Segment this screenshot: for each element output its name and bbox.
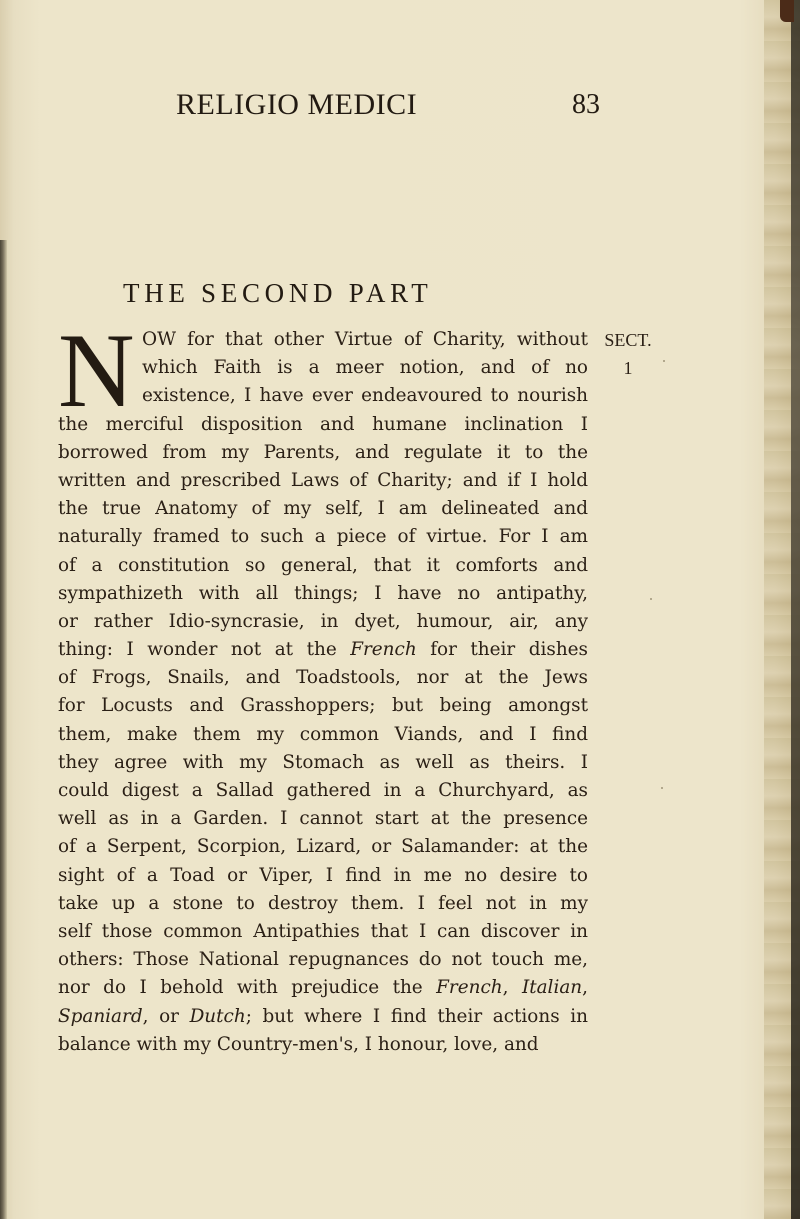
page-left-binding-shadow — [0, 240, 7, 1219]
section-label: SECT. — [604, 330, 652, 350]
text-line — [58, 749, 588, 777]
text-line — [58, 382, 588, 410]
text-line — [58, 467, 588, 495]
text-line — [58, 890, 588, 918]
text-line — [58, 833, 588, 861]
italic-text: Spaniard — [58, 1005, 143, 1027]
text-segment: ; but where I find their actions in — [245, 1005, 588, 1027]
text-segment: of a constitution so general, that it comforts and — [58, 554, 588, 576]
text-line — [58, 721, 588, 749]
italic-text: French — [350, 639, 417, 661]
section-number: 1 — [623, 358, 633, 379]
text-line — [58, 692, 588, 720]
text-segment: existence, I have ever endeavoured to nourish — [142, 385, 588, 407]
text-segment: or rather Idio-syncrasie, in dyet, humour, air, any — [58, 610, 588, 632]
text-line — [58, 974, 588, 1002]
text-segment: sympathizeth with all things; I have no antipathy, — [58, 582, 588, 604]
text-line — [58, 608, 588, 636]
text-line — [58, 862, 588, 890]
text-segment: for Locusts and Grasshoppers; but being amongst — [58, 695, 588, 717]
body-paragraph — [58, 312, 588, 1059]
text-segment: them, make them my common Viands, and I find — [58, 723, 588, 745]
text-line — [58, 777, 588, 805]
text-line — [58, 805, 588, 833]
text-segment: borrowed from my Parents, and regulate it to the — [58, 441, 588, 463]
text-segment: balance with my Country-men's, I honour, love, and — [58, 1033, 539, 1055]
text-segment: of Frogs, Snails, and Toadstools, nor at the Jews — [58, 667, 588, 689]
text-segment: , — [582, 977, 588, 999]
text-segment: for their dishes — [416, 639, 588, 661]
text-line — [58, 636, 588, 664]
text-segment: of a Serpent, Scorpion, Lizard, or Salamander: at the — [58, 836, 588, 858]
part-heading: THE SECOND PART — [123, 278, 433, 308]
italic-text: French — [436, 977, 503, 999]
text-line — [58, 946, 588, 974]
running-head-title: RELIGIO MEDICI — [176, 88, 418, 121]
text-line — [58, 918, 588, 946]
section-margin-note — [598, 326, 658, 382]
text-segment: could digest a Sallad gathered in a Churchyard, as — [58, 780, 588, 801]
text-line — [58, 664, 588, 692]
text-segment: sight of a Toad or Viper, I find in me no desire to — [58, 864, 588, 886]
page-number: 83 — [572, 89, 600, 120]
paper-speck — [663, 360, 665, 362]
text-segment: nor do I behold with prejudice the — [58, 977, 437, 999]
text-line — [58, 552, 588, 580]
italic-text: Italian — [521, 977, 583, 999]
text-line — [58, 411, 588, 439]
text-segment: written and prescribed Laws of Charity; and if I hold — [58, 469, 588, 491]
text-segment: the merciful disposition and humane inclination I — [58, 413, 588, 435]
text-line — [58, 354, 588, 382]
text-segment: , — [502, 977, 522, 999]
text-line — [58, 439, 588, 467]
paper-speck — [661, 787, 663, 789]
text-segment: which Faith is a meer notion, and of no — [142, 357, 588, 379]
text-segment: OW for that other Virtue of Charity, without — [142, 329, 588, 350]
italic-text: Dutch — [189, 1005, 246, 1027]
text-line — [58, 326, 588, 354]
text-segment: take up a stone to destroy them. I feel not in my — [58, 892, 588, 914]
text-line — [58, 1031, 588, 1059]
page-right-edge-shadow — [791, 0, 800, 1219]
drop-cap: N — [58, 312, 135, 429]
text-line — [58, 580, 588, 608]
text-line — [58, 495, 588, 523]
running-head — [176, 88, 600, 124]
text-line — [58, 1003, 588, 1031]
text-segment: the true Anatomy of my self, I am delineated and — [58, 498, 588, 520]
text-segment: they agree with my Stomach as well as theirs. I — [58, 751, 588, 773]
text-segment: others: Those National repugnances do not touch me, — [58, 949, 588, 971]
paper-speck — [650, 598, 652, 600]
text-segment: naturally framed to such a piece of virtue. For I am — [58, 526, 588, 548]
text-line — [58, 523, 588, 551]
text-segment: thing: I wonder not at the — [58, 639, 351, 661]
text-segment: self those common Antipathies that I can discover in — [58, 920, 588, 942]
corner-tab-mark — [780, 0, 794, 22]
text-segment: , or — [142, 1005, 190, 1027]
text-segment: well as in a Garden. I cannot start at the presence — [58, 808, 588, 830]
